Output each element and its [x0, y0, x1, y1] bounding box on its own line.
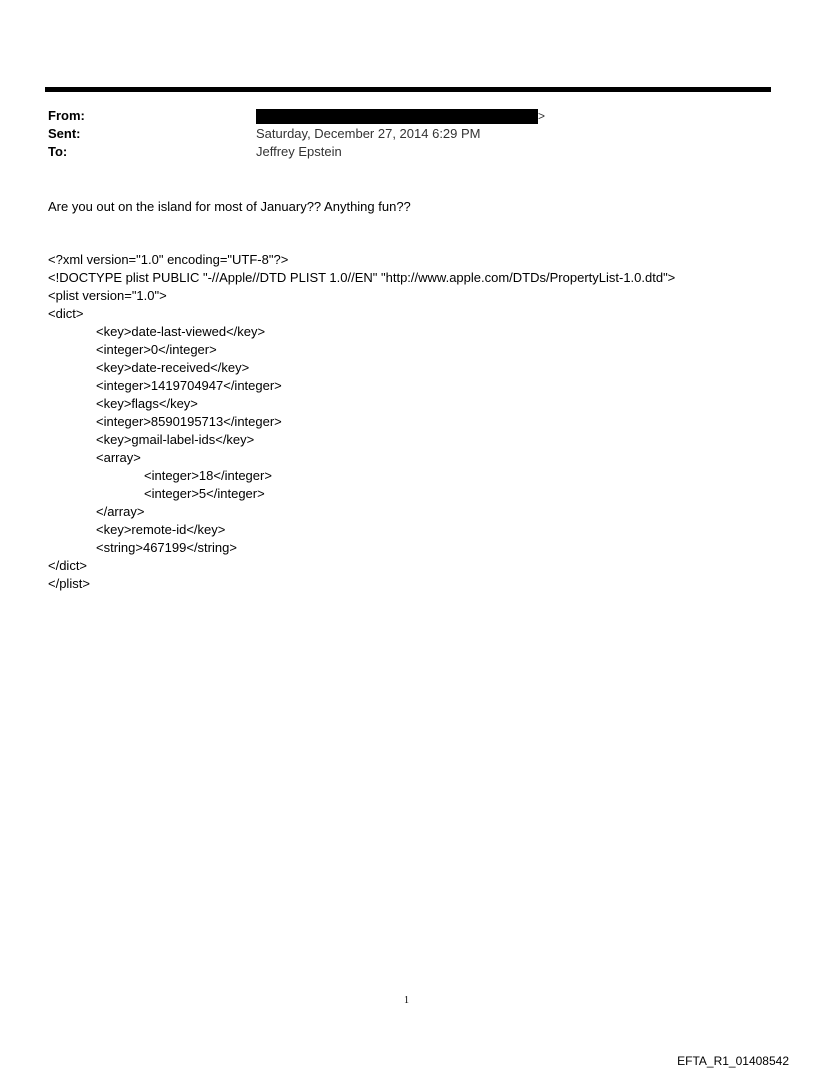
from-label: From: — [48, 108, 85, 123]
plist-line: <integer>5</integer> — [144, 486, 265, 501]
plist-block — [48, 251, 675, 593]
plist-line: <integer>1419704947</integer> — [96, 378, 282, 393]
plist-line: <dict> — [48, 306, 84, 321]
plist-line: </dict> — [48, 558, 88, 573]
plist-line: <plist version="1.0"> — [48, 288, 167, 303]
plist-line: <integer>8590195713</integer> — [96, 414, 282, 429]
to-label: To: — [48, 144, 68, 159]
plist-line: <integer>18</integer> — [144, 468, 272, 483]
plist-line: <array> — [96, 450, 141, 465]
sent-value: Saturday, December 27, 2014 6:29 PM — [256, 126, 481, 141]
redaction-block — [256, 109, 538, 124]
from-row — [48, 107, 748, 125]
plist-line: <key>date-last-viewed</key> — [96, 324, 266, 339]
plist-line: <string>467199</string> — [96, 540, 237, 555]
plist-line: <key>remote-id</key> — [96, 522, 226, 537]
plist-line: </plist> — [48, 576, 90, 591]
plist-line: </array> — [96, 504, 145, 519]
document-id: EFTA_R1_01408542 — [677, 1054, 789, 1068]
to-row — [48, 143, 748, 161]
header-rule — [45, 87, 771, 92]
plist-line: <key>flags</key> — [96, 396, 198, 411]
message-body: Are you out on the island for most of January?? Anything fun?? — [48, 199, 411, 214]
to-value: Jeffrey Epstein — [256, 144, 342, 159]
sent-label: Sent: — [48, 126, 81, 141]
plist-line: <?xml version="1.0" encoding="UTF-8"?> — [48, 252, 289, 267]
plist-line: <!DOCTYPE plist PUBLIC "-//Apple//DTD PLIST 1.0//EN" "http://www.apple.com/DTDs/PropertyList-1.0.dtd"> — [48, 270, 676, 285]
from-value-suffix: > — [538, 109, 546, 123]
sent-row — [48, 125, 748, 143]
page-number: 1 — [404, 995, 409, 1006]
plist-line: <key>gmail-label-ids</key> — [96, 432, 255, 447]
plist-line: <integer>0</integer> — [96, 342, 217, 357]
plist-line: <key>date-received</key> — [96, 360, 250, 375]
